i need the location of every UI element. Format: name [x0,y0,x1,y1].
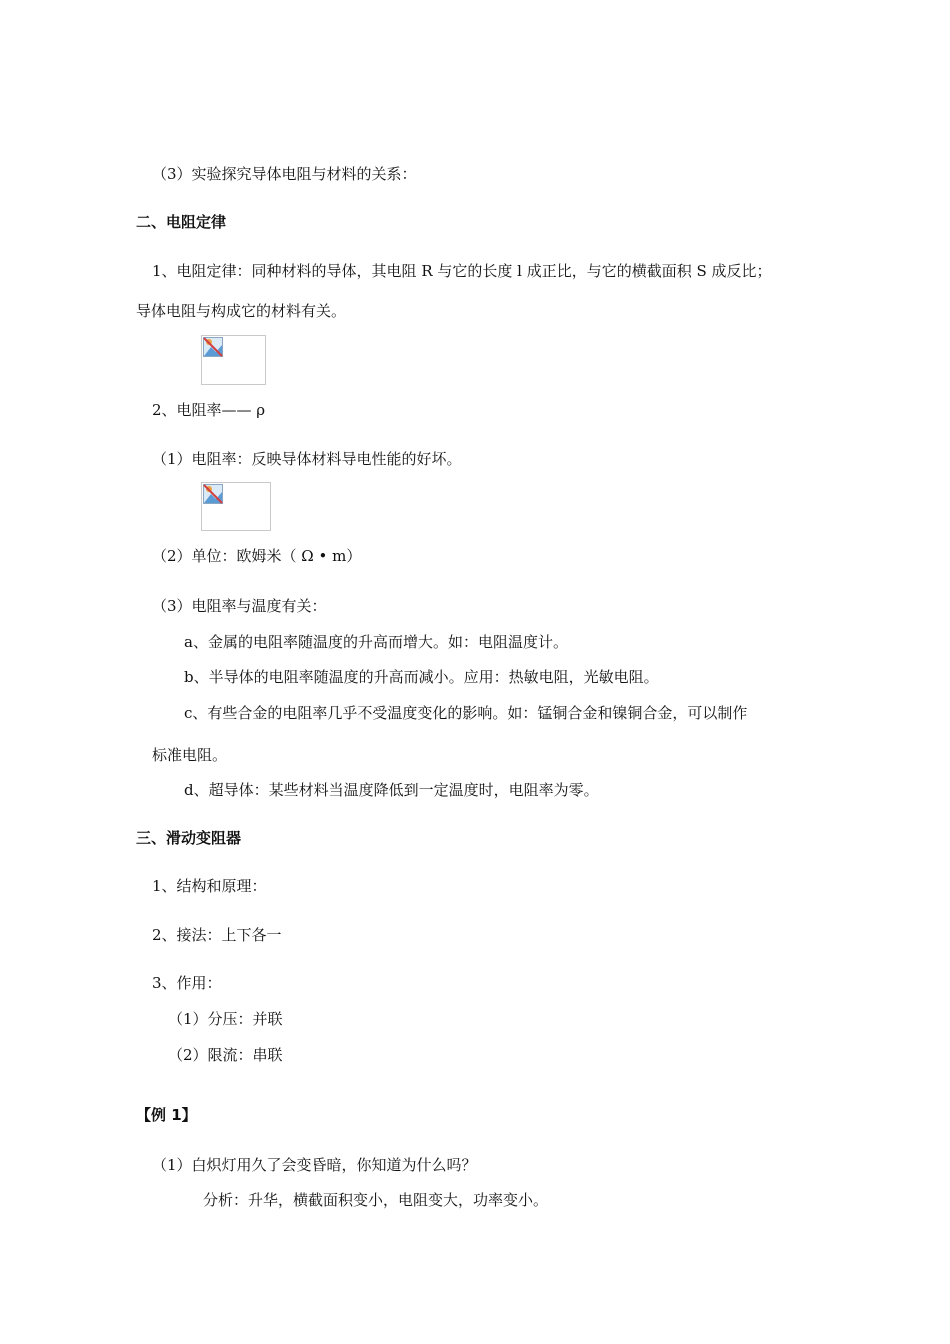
section-heading-rheostat: 三、滑动变阻器 [136,829,242,847]
example-question-1: （1）白炽灯用久了会变昏暗，你知道为什么吗？ [152,1156,477,1174]
resistivity-point-d: d、超导体：某些材料当温度降低到一定温度时，电阻率为零。 [184,781,599,799]
resistivity-definition: （1）电阻率：反映导体材料导电性能的好坏。 [152,450,462,468]
resistance-law-text-line2: 导体电阻与构成它的材料有关。 [136,302,347,320]
resistivity-point-c-line2: 标准电阻。 [152,746,228,764]
rheostat-connection: 2、接法：上下各一 [152,926,282,944]
resistivity-formula-image-placeholder [201,482,271,531]
rheostat-function: 3、作用： [152,974,222,992]
rheostat-structure: 1、结构和原理： [152,877,267,895]
resistivity-unit: （2）单位：欧姆米（ Ω • m） [152,547,362,565]
rheostat-function-limiter: （2）限流：串联 [168,1046,283,1064]
example-analysis: 分析：升华，横截面积变小，电阻变大，功率变小。 [203,1191,549,1209]
resistivity-point-a: a、金属的电阻率随温度的升高而增大。如：电阻温度计。 [184,633,568,651]
resistivity-temperature: （3）电阻率与温度有关： [152,597,327,615]
resistivity-point-c-line1: c、有些合金的电阻率几乎不受温度变化的影响。如：锰铜合金和镍铜合金，可以制作 [184,704,748,722]
example-heading: 【例 1】 [136,1106,197,1124]
resistance-law-text-line1: 1、电阻定律：同种材料的导体，其电阻 R 与它的长度 l 成正比，与它的横截面积 S 成反比； [152,262,772,280]
resistivity-point-b: b、半导体的电阻率随温度的升高而减小。应用：热敏电阻，光敏电阻。 [184,668,659,686]
resistivity-title: 2、电阻率—— ρ [152,401,266,419]
broken-image-icon [203,337,223,357]
rheostat-function-divider: （1）分压：并联 [168,1010,283,1028]
experiment-item-3: （3）实验探究导体电阻与材料的关系： [152,165,417,183]
formula-image-placeholder [201,335,266,385]
broken-image-icon [203,484,223,504]
section-heading-resistance-law: 二、电阻定律 [136,213,227,231]
